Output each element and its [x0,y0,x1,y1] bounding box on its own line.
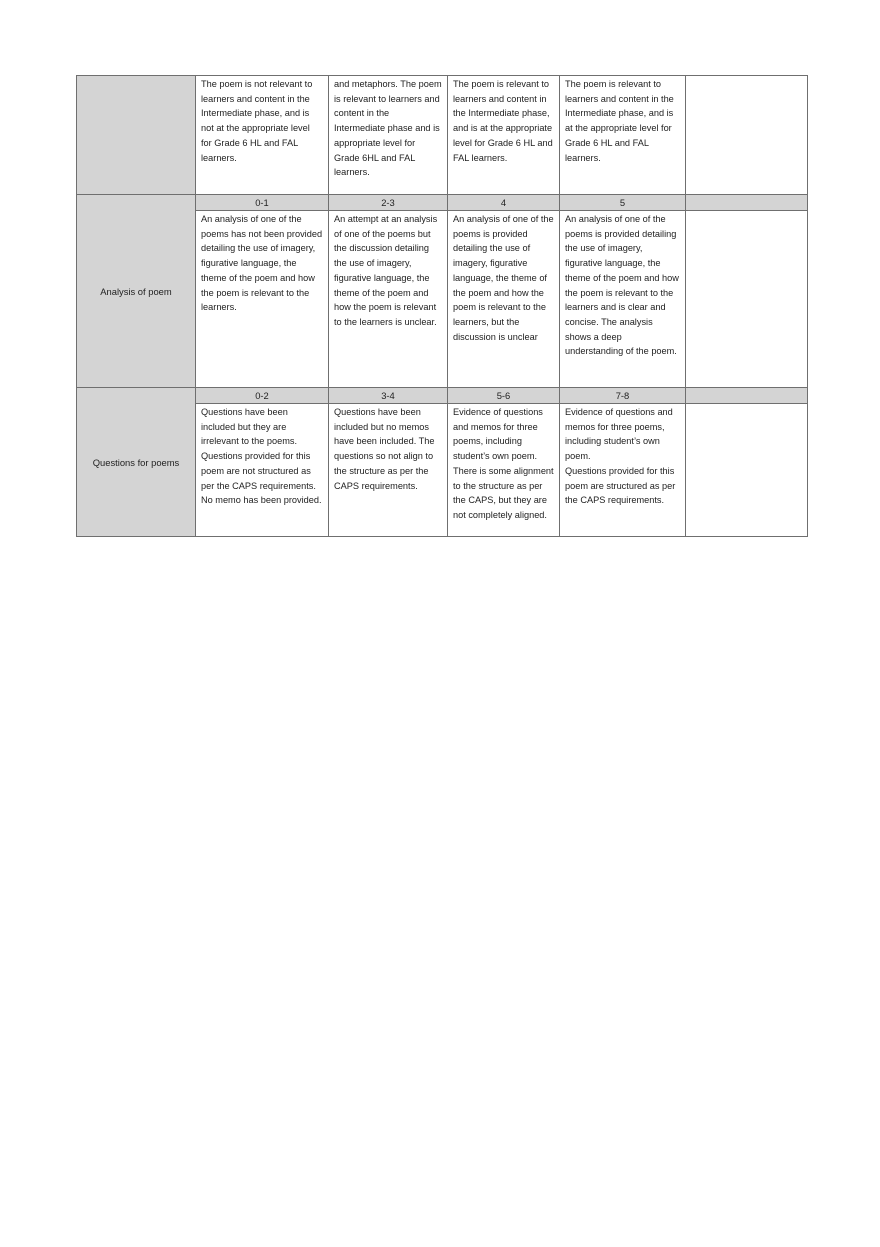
score-band: 5 [560,195,686,211]
criterion-questions-for-poems: Questions for poems [77,388,196,537]
score-band: 0-1 [196,195,329,211]
comment-cell [686,404,808,537]
rubric-table [76,75,808,537]
descriptor-cell: Evidence of questions and memos for three poems, including student’s own poem. There is some alignment to the structure as per the CAPS, but they are not completely aligned. [448,404,560,537]
score-band: 3-4 [329,388,448,404]
descriptor-cell: An analysis of one of the poems has not been provided detailing the use of imagery, figurative language, the theme of the poem and how the poem is relevant to the learners. [196,211,329,388]
score-band: 0-2 [196,388,329,404]
score-band: 7-8 [560,388,686,404]
analysis-score-row [77,195,808,211]
descriptor-cell: The poem is relevant to learners and content in the Intermediate phase, and is at the appropriate level for Grade 6 HL and FAL learners. [448,76,560,195]
criterion-cell [77,76,196,195]
relevance-row [77,76,808,195]
score-band-blank [686,388,808,404]
score-band: 4 [448,195,560,211]
score-band-blank [686,195,808,211]
descriptor-cell: and metaphors. The poem is relevant to learners and content in the Intermediate phase and is appropriate level for Grade 6HL and FAL learners. [329,76,448,195]
descriptor-cell: An attempt at an analysis of one of the poems but the discussion detailing the use of imagery, figurative language, the theme of the poem and how the poem is relevant to the learners is unclear. [329,211,448,388]
descriptor-cell: The poem is not relevant to learners and content in the Intermediate phase, and is not at the appropriate level for Grade 6 HL and FAL learners. [196,76,329,195]
descriptor-cell: Questions have been included but they are irrelevant to the poems. Questions provided for this poem are not structured as per the CAPS requirements. No memo has been provided. [196,404,329,537]
criterion-analysis-of-poem: Analysis of poem [77,195,196,388]
score-band: 2-3 [329,195,448,211]
score-band: 5-6 [448,388,560,404]
descriptor-cell: The poem is relevant to learners and content in the Intermediate phase, and is at the appropriate level for Grade 6 HL and FAL learners. [560,76,686,195]
descriptor-cell: Evidence of questions and memos for three poems, including student’s own poem. Questions provided for this poem are structured as per the CAPS requirements. [560,404,686,537]
comment-cell [686,211,808,388]
descriptor-cell: An analysis of one of the poems is provided detailing the use of imagery, figurative language, the theme of the poem and how the poem is relevant to the learners and is clear and concise. The analysis shows a deep understanding of the poem. [560,211,686,388]
questions-score-row [77,388,808,404]
descriptor-cell: An analysis of one of the poems is provided detailing the use of imagery, figurative language, the theme of the poem and how the poem is relevant to the learners, but the discussion is unclear [448,211,560,388]
comment-cell [686,76,808,195]
descriptor-cell: Questions have been included but no memos have been included. The questions so not align to the structure as per the CAPS requirements. [329,404,448,537]
